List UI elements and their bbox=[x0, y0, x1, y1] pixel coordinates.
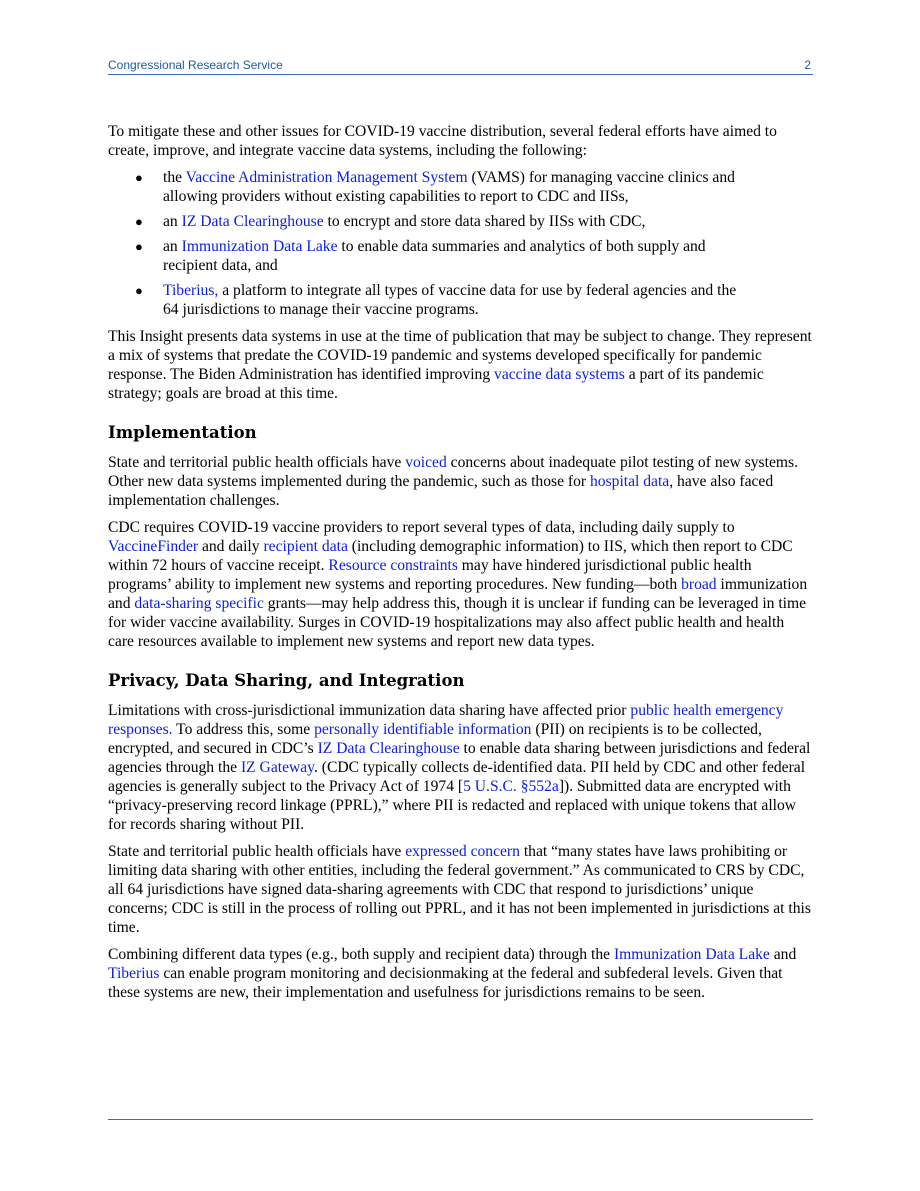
link-immunization-data-lake[interactable]: Immunization Data Lake bbox=[181, 238, 338, 255]
link-immunization-data-lake-2[interactable]: Immunization Data Lake bbox=[613, 946, 770, 963]
link-usc-552a[interactable]: 5 U.S.C. §552a bbox=[463, 778, 559, 795]
bullet-icon: ● bbox=[135, 214, 143, 229]
list-item: ● the Vaccine Administration Management System (VAMS) for managing vaccine clinics and allowing providers without existing capabilities to report to CDC and IISs, bbox=[135, 169, 735, 205]
privacy-paragraph-2: State and territorial public health officials have expressed concern that “many states have laws prohibiting or limiting data sharing with other entities, including the federal government.” As communicated to CRS by CDC, all 64 jurisdictions have signed data-sharing agreements with CDC that respond to jurisdictions’ unique concerns; CDC is still in the process of rolling out PPRL, and it has not been implemented in jurisdictions at this time. bbox=[108, 843, 811, 936]
bullet-icon: ● bbox=[135, 239, 143, 254]
link-vams[interactable]: Vaccine Administration Management System bbox=[185, 169, 468, 186]
link-vaccine-data-systems[interactable]: vaccine data systems bbox=[494, 366, 625, 383]
link-iz-data-clearinghouse-2[interactable]: IZ Data Clearinghouse bbox=[317, 740, 460, 757]
intro-paragraph: To mitigate these and other issues for COVID-19 vaccine distribution, several federal efforts have aimed to create, improve, and integrate vaccine data systems, including the following: bbox=[108, 123, 777, 159]
link-resource-constraints[interactable]: Resource constraints bbox=[328, 557, 458, 574]
implementation-heading: Implementation bbox=[108, 423, 257, 442]
link-broad[interactable]: broad bbox=[681, 576, 717, 593]
implementation-paragraph-1: State and territorial public health officials have voiced concerns about inadequate pilot testing of new systems. Other new data systems implemented during the pandemic, such as those for hospital data, have also faced implementation challenges. bbox=[108, 454, 798, 509]
link-expressed-concern[interactable]: expressed concern bbox=[405, 843, 520, 860]
link-vaccinefinder[interactable]: VaccineFinder bbox=[108, 538, 199, 555]
link-public-health-emergency-responses[interactable]: public health emergency responses. bbox=[108, 702, 784, 738]
link-tiberius[interactable]: Tiberius, bbox=[163, 282, 219, 299]
link-data-sharing-specific[interactable]: data-sharing specific bbox=[134, 595, 264, 612]
header-page-number: 2 bbox=[804, 58, 811, 72]
link-voiced[interactable]: voiced bbox=[405, 454, 447, 471]
link-iz-gateway[interactable]: IZ Gateway bbox=[240, 759, 314, 776]
footer-rule bbox=[108, 1119, 813, 1120]
link-hospital-data[interactable]: hospital data bbox=[589, 473, 670, 490]
insight-paragraph: This Insight presents data systems in use at the time of publication that may be subject to change. They represent a mix of systems that predate the COVID-19 pandemic and systems developed specifically for pandemic response. The Biden Administration has identified improving vaccine data systems a part of its pandemic strategy; goals are broad at this time. bbox=[108, 328, 812, 402]
link-recipient-data[interactable]: recipient data bbox=[263, 538, 348, 555]
privacy-paragraph-3: Combining different data types (e.g., both supply and recipient data) through the Immunization Data Lake and Tiberius can enable program monitoring and decisionmaking at the federal and subfederal levels. Given that these systems are new, their implementation and usefulness for jurisdictions remains to be seen. bbox=[108, 946, 797, 1001]
link-iz-data-clearinghouse[interactable]: IZ Data Clearinghouse bbox=[181, 213, 324, 230]
list-item: ● an IZ Data Clearinghouse to encrypt and store data shared by IISs with CDC, bbox=[135, 213, 646, 230]
privacy-paragraph-1: Limitations with cross-jurisdictional immunization data sharing have affected prior public health emergency responses. To address this, some personally identifiable information (PII) on recipients is to be collected, encrypted, and secured in CDC’s IZ Data Clearinghouse to enable data sharing between jurisdictions and federal agencies through the IZ Gateway. (CDC typically collects de-identified data. PII held by CDC and other federal agencies is generally subject to the Privacy Act of 1974 [5 U.S.C. §552a]). Submitted data are encrypted with “privacy-preserving record linkage (PPRL),” where PII is redacted and replaced with unique tokens that allow for records sharing without PII. bbox=[108, 702, 811, 833]
bullet-list bbox=[108, 168, 813, 319]
bullet-icon: ● bbox=[135, 170, 143, 185]
implementation-paragraph-2: CDC requires COVID-19 vaccine providers to report several types of data, including daily supply to VaccineFinder and daily recipient data (including demographic information) to IIS, which then report to CDC within 72 hours of vaccine receipt. Resource constraints may have hindered jurisdictional public health programs’ ability to implement new systems and reporting procedures. New funding—both broad immunization and data-sharing specific grants—may help address this, though it is unclear if funding can be leveraged in time for wider vaccine availability. Surges in COVID-19 hospitalizations may also affect public health and health care resources available to implement new systems and report new data types. bbox=[108, 519, 808, 650]
header-publisher: Congressional Research Service bbox=[108, 58, 283, 72]
link-tiberius-2[interactable]: Tiberius bbox=[108, 965, 160, 982]
document-body bbox=[108, 122, 813, 1010]
list-item: ● Tiberius, a platform to integrate all types of vaccine data for use by federal agencies and the 64 jurisdictions to manage their vaccine programs. bbox=[135, 282, 737, 318]
bullet-icon: ● bbox=[135, 283, 143, 298]
privacy-heading: Privacy, Data Sharing, and Integration bbox=[108, 671, 465, 690]
list-item: ● an Immunization Data Lake to enable data summaries and analytics of both supply and recipient data, and bbox=[135, 238, 706, 274]
page-header bbox=[108, 57, 813, 75]
link-pii[interactable]: personally identifiable information bbox=[314, 721, 532, 738]
